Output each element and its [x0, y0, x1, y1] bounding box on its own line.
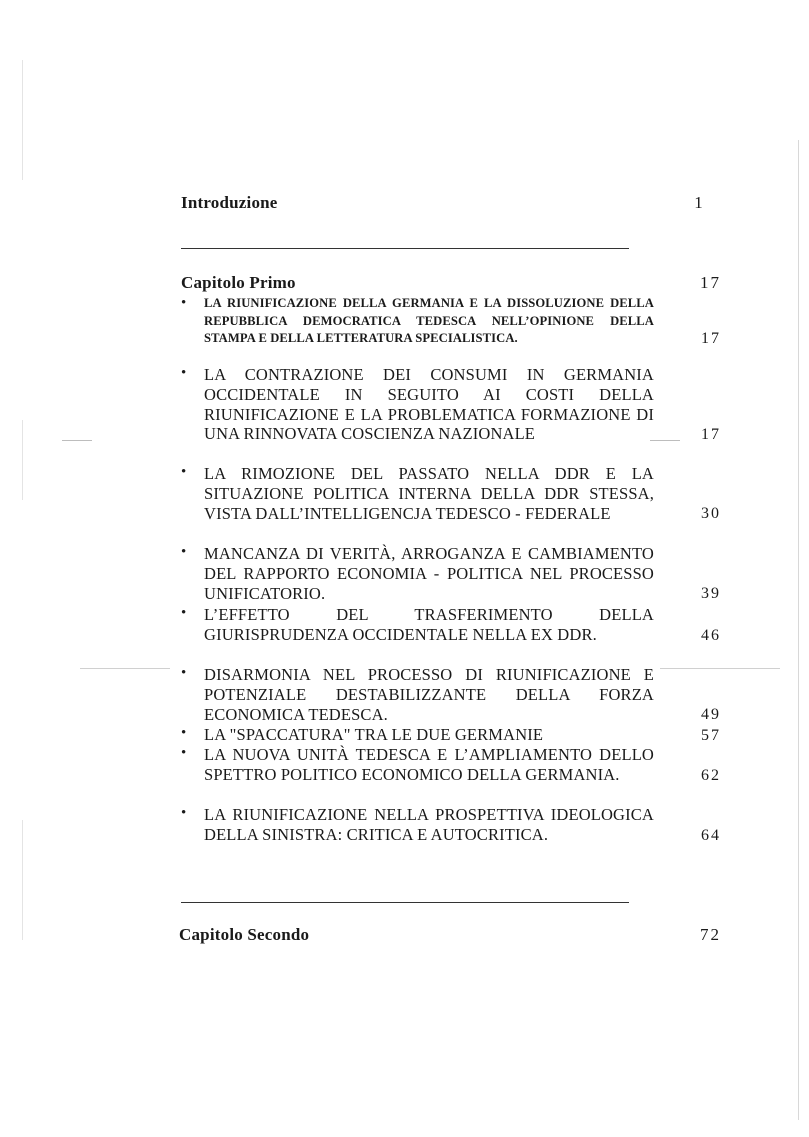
subitem-title: LA NUOVA UNITÀ TEDESCA E L’AMPLIAMENTO DELLO SPETTRO POLITICO ECONOMICO DELLA GERMANIA. — [204, 745, 654, 784]
toc-subitem[interactable] — [181, 295, 721, 348]
bullet-icon: • — [181, 665, 187, 681]
scan-dash — [80, 668, 170, 669]
subitem-page-number: 57 — [701, 726, 721, 744]
subitem-page-number: 46 — [701, 626, 721, 644]
entry-page-number: 1 — [694, 193, 703, 212]
bullet-icon: • — [181, 365, 187, 381]
bullet-icon: • — [181, 745, 187, 761]
toc-subitem[interactable] — [181, 464, 721, 523]
subitem-title: LA "SPACCATURA" TRA LE DUE GERMANIE — [204, 725, 544, 744]
entry-title: Capitolo Secondo — [179, 925, 310, 944]
toc-entry-introduction[interactable] — [181, 193, 721, 213]
section-divider — [181, 902, 629, 903]
subitem-page-number: 64 — [701, 826, 721, 844]
subitem-title: LA CONTRAZIONE DEI CONSUMI IN GERMANIA OCCIDENTALE IN SEGUITO AI COSTI DELLA RIUNIFICAZIONE E LA PROBLEMATICA FORMAZIONE DI UNA RINNOVATA COSCIENZA NAZIONALE — [204, 365, 654, 444]
toc-subitem[interactable] — [181, 665, 721, 724]
subitem-title: LA RIMOZIONE DEL PASSATO NELLA DDR E LA SITUAZIONE POLITICA INTERNA DELLA DDR STESSA, VISTA DALL’INTELLIGENCJA TEDESCO - FEDERALE — [204, 464, 654, 523]
toc-subitem[interactable] — [181, 805, 721, 845]
subitem-title: L’EFFETTO DEL TRASFERIMENTO DELLA GIURISPRUDENZA OCCIDENTALE NELLA EX DDR. — [204, 605, 654, 644]
entry-page-number: 17 — [700, 273, 721, 292]
subitem-page-number: 49 — [701, 706, 721, 724]
subitem-page-number: 17 — [701, 426, 721, 444]
bullet-icon: • — [181, 544, 187, 560]
subitem-page-number: 62 — [701, 766, 721, 784]
subitem-title: DISARMONIA NEL PROCESSO DI RIUNIFICAZIONE E POTENZIALE DESTABILIZZANTE DELLA FORZA ECONOMICA TEDESCA. — [204, 665, 654, 724]
scan-left-mark — [22, 60, 23, 180]
scan-edge-line — [798, 140, 799, 1120]
toc-entry-chapter-2[interactable] — [179, 925, 721, 945]
bullet-icon: • — [181, 295, 187, 311]
bullet-icon: • — [181, 805, 187, 821]
entry-page-number: 72 — [700, 925, 721, 944]
scan-left-mark — [22, 420, 23, 500]
bullet-icon: • — [181, 605, 187, 621]
toc-subitem[interactable] — [181, 725, 721, 745]
toc-subitem[interactable] — [181, 544, 721, 603]
entry-title: Capitolo Primo — [181, 273, 296, 292]
toc-subitem[interactable] — [181, 365, 721, 444]
toc-entry-chapter-1[interactable] — [181, 273, 721, 293]
bullet-icon: • — [181, 725, 187, 741]
subitem-page-number: 39 — [701, 585, 721, 603]
subitem-title: MANCANZA DI VERITÀ, ARROGANZA E CAMBIAMENTO DEL RAPPORTO ECONOMIA - POLITICA NEL PROCESSO UNIFICATORIO. — [204, 544, 654, 603]
toc-subitem[interactable] — [181, 605, 721, 645]
section-divider — [181, 248, 629, 249]
toc-subitem[interactable] — [181, 745, 721, 785]
subitem-page-number: 30 — [701, 505, 721, 523]
scan-dash — [62, 440, 92, 441]
subitem-page-number: 17 — [701, 329, 721, 347]
subitem-title: LA RIUNIFICAZIONE DELLA GERMANIA E LA DISSOLUZIONE DELLA REPUBBLICA DEMOCRATICA TEDESCA NELL’OPINIONE DELLA STAMPA E DELLA LETTERATURA SPECIALISTICA. — [204, 296, 654, 345]
scan-left-mark — [22, 820, 23, 940]
bullet-icon: • — [181, 464, 187, 480]
subitem-title: LA RIUNIFICAZIONE NELLA PROSPETTIVA IDEOLOGICA DELLA SINISTRA: CRITICA E AUTOCRITICA. — [204, 805, 654, 844]
entry-title: Introduzione — [181, 193, 278, 212]
